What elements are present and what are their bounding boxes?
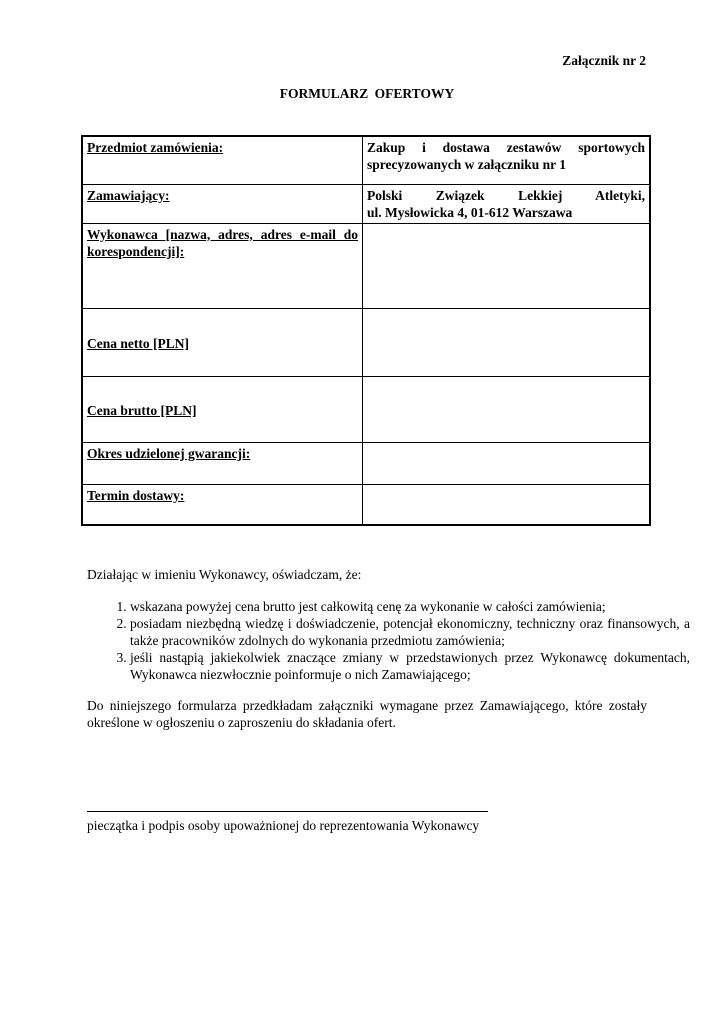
declaration-intro: Działając w imieniu Wykonawcy, oświadczam, że: (87, 567, 362, 582)
form-value-subject-line1: Zakup i dostawa zestawów sportowych (367, 140, 645, 155)
signature-caption: pieczątka i podpis osoby upoważnionej do reprezentowania Wykonawcy (87, 818, 480, 833)
form-field-delivery-date[interactable] (363, 484, 651, 525)
table-row (82, 184, 650, 223)
form-value-ordering-party-line1: Polski Związek Lekkiej Atletyki, (367, 187, 645, 203)
table-row (82, 223, 650, 308)
list-item: 1. wskazana powyżej cena brutto jest całkowitą cenę za wykonanie w całości zamówienia; (130, 598, 690, 615)
form-label-gross-price: Cena brutto [PLN] (82, 376, 363, 442)
form-label-delivery-date: Termin dostawy: (82, 484, 363, 525)
form-value-ordering-party-line2: ul. Mysłowicka 4, 01-612 Warszawa (367, 204, 573, 220)
table-row (82, 484, 650, 525)
form-field-contractor[interactable] (363, 223, 651, 308)
form-field-gross-price[interactable] (363, 376, 651, 442)
form-label-ordering-party: Zamawiający: (82, 184, 363, 223)
annex-number: Załącznik nr 2 (562, 53, 646, 68)
table-row (82, 442, 650, 484)
list-item: 2. posiadam niezbędną wiedzę i doświadczenie, potencjał ekonomiczny, techniczny oraz finansowych, a także pracowników zdolnych do wykonania przedmiotu zamówienia; (130, 615, 690, 649)
page-title: FORMULARZ OFERTOWY (279, 86, 455, 101)
form-label-subject: Przedmiot zamówienia: (82, 136, 363, 184)
table-row (82, 136, 650, 184)
form-label-contractor: Wykonawca [nazwa, adres, adres e-mail do korespondencji]: (82, 223, 363, 308)
offer-form-table (81, 135, 651, 526)
form-value-subject-line2: sprecyzowanych w załączniku nr 1 (367, 157, 566, 172)
attachments-statement: Do niniejszego formularza przedkładam załączniki wymagane przez Zamawiającego, które zostały określone w ogłoszeniu o zaproszeniu do składania ofert. (87, 698, 647, 730)
form-field-warranty[interactable] (363, 442, 651, 484)
form-label-warranty: Okres udzielonej gwarancji: (82, 442, 363, 484)
form-field-net-price[interactable] (363, 308, 651, 376)
table-row (82, 376, 650, 442)
signature-line (87, 811, 488, 812)
form-value-subject (363, 136, 651, 184)
form-value-ordering-party (363, 184, 651, 223)
table-row (82, 308, 650, 376)
form-label-net-price: Cena netto [PLN] (82, 308, 363, 376)
list-item: 3. jeśli nastąpią jakiekolwiek znaczące zmiany w przedstawionych przez Wykonawcę dokumentach, Wykonawca niezwłocznie poinformuje o nich Zamawiającego; (130, 649, 690, 683)
declaration-list (87, 598, 690, 683)
